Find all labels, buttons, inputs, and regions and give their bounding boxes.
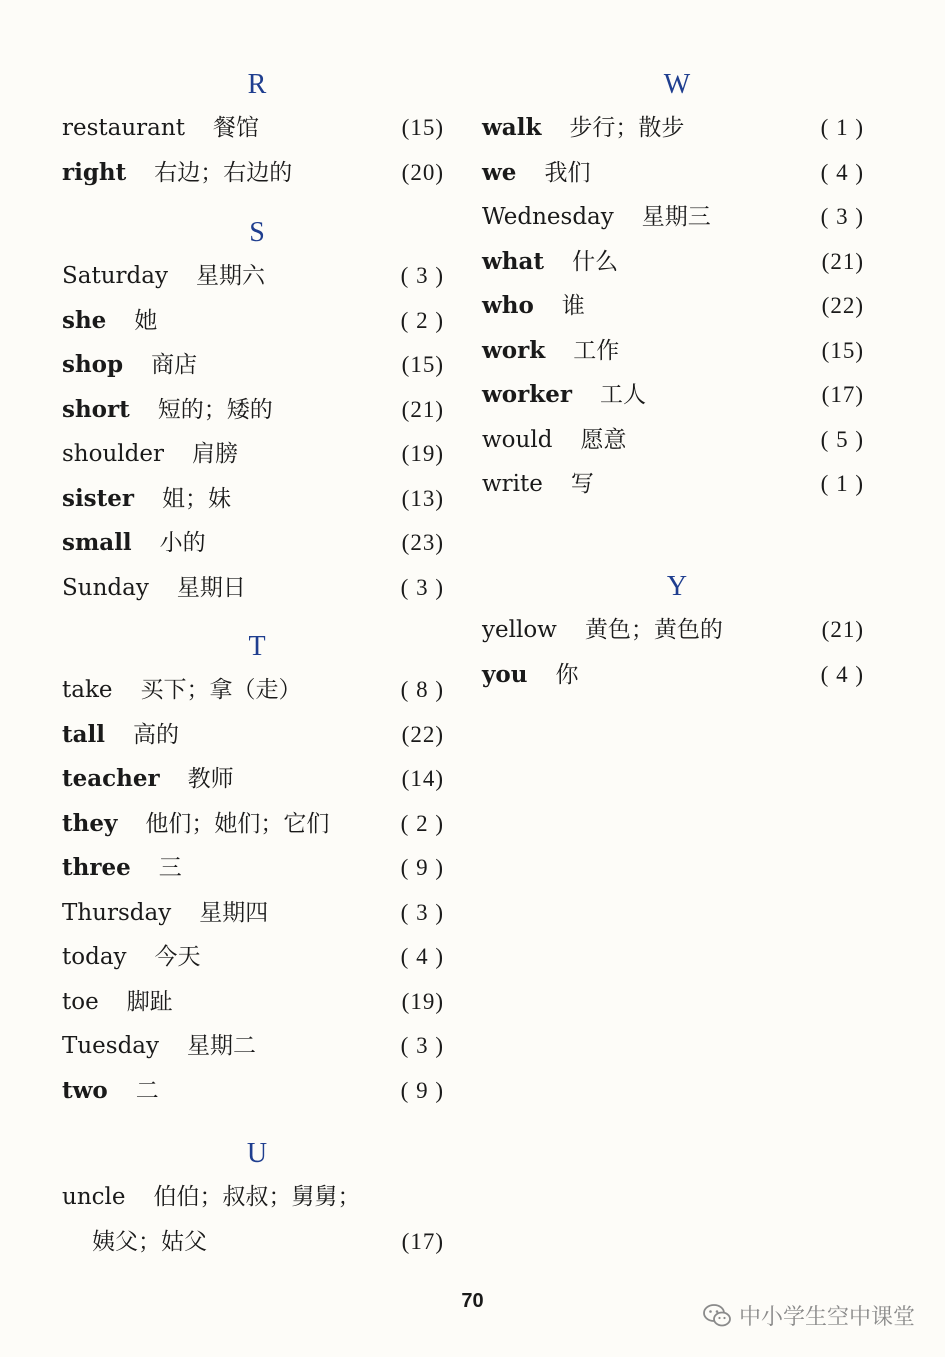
section-letter: Y [666, 571, 688, 602]
entry-word: tall [62, 720, 106, 748]
entry-unit: (17) [401, 1228, 444, 1254]
vocab-entry [62, 388, 452, 433]
vocab-entry [62, 566, 452, 611]
section-letter: W [663, 69, 691, 100]
entry-word: shop [62, 351, 124, 378]
entry-meaning: 餐馆 [212, 115, 259, 141]
entry-unit: (19) [401, 441, 444, 466]
entry-unit: ( 2 ) [400, 810, 444, 836]
entry-word: who [482, 292, 534, 319]
entry-word: toe [62, 988, 99, 1015]
vocab-entry [482, 329, 872, 374]
entry-meaning: 愿意 [580, 426, 627, 453]
entry-meaning: 右边；右边的 [154, 159, 293, 186]
entry-meaning: 工作 [573, 337, 620, 364]
entry-meaning: 我们 [544, 159, 591, 186]
vocab-entry [62, 1069, 452, 1114]
section-y [482, 566, 872, 697]
entry-unit: (21) [401, 396, 444, 422]
watermark [703, 1300, 915, 1331]
vocab-entry [482, 240, 872, 285]
entry-word: what [482, 247, 545, 275]
entry-word: she [62, 306, 107, 334]
vocab-entry [482, 418, 872, 463]
entry-meaning: 姐；妹 [162, 485, 232, 512]
vocab-entry [62, 891, 452, 936]
entry-meaning: 黄色；黄色的 [584, 617, 723, 643]
entry-word: restaurant [62, 115, 185, 141]
entry-unit: (19) [401, 988, 444, 1014]
entry-meaning: 今天 [154, 944, 201, 970]
vocab-entry [482, 373, 872, 418]
vocab-entry [62, 713, 452, 758]
section-letter: R [247, 69, 267, 100]
entry-word: Saturday [62, 263, 168, 289]
vocab-entry [482, 151, 872, 196]
vocab-entry [62, 1175, 452, 1220]
entry-meaning: 小的 [159, 530, 206, 556]
entry-word: shoulder [62, 441, 164, 467]
entry-word: we [482, 158, 517, 186]
entry-word: short [62, 395, 130, 423]
entry-unit: (22) [821, 293, 864, 318]
entry-unit: ( 9 ) [400, 855, 444, 880]
entry-unit: ( 5 ) [820, 426, 864, 452]
entry-meaning: 他们；她们；它们 [145, 810, 330, 837]
entry-word: two [62, 1076, 108, 1104]
vocab-entry [482, 462, 872, 507]
vocab-entry [62, 935, 452, 980]
section-r [62, 64, 452, 195]
entry-word: worker [482, 381, 572, 408]
vocab-entry [62, 757, 452, 802]
vocab-entry [62, 477, 452, 522]
entry-unit: (13) [401, 485, 444, 511]
vocab-entry [62, 254, 452, 299]
entry-word: sister [62, 484, 135, 512]
section-letter: U [246, 1138, 268, 1169]
entry-meaning: 步行；散步 [569, 115, 685, 141]
entry-unit: ( 3 ) [400, 1033, 444, 1058]
entry-meaning: 谁 [561, 293, 585, 319]
entry-meaning: 脚趾 [126, 988, 173, 1015]
entry-word: Thursday [62, 899, 172, 926]
vocab-entry [62, 846, 452, 891]
entry-unit: ( 3 ) [400, 899, 444, 925]
entry-unit: ( 9 ) [400, 1077, 444, 1103]
entry-unit: (21) [821, 617, 864, 642]
entry-unit: ( 2 ) [400, 307, 444, 333]
entry-unit: (20) [401, 159, 444, 185]
entry-meaning: 短的；矮的 [157, 396, 273, 423]
section-w [482, 64, 872, 507]
entry-meaning: 肩膀 [191, 441, 238, 467]
vocab-entry [62, 151, 452, 196]
entry-meaning: 写 [570, 471, 594, 497]
entry-meaning: 工人 [599, 382, 646, 408]
entry-word: three [62, 854, 131, 881]
entry-unit: ( 3 ) [820, 204, 864, 229]
vocab-entry [62, 802, 452, 847]
entry-meaning: 三 [158, 855, 182, 881]
vocab-entry [62, 668, 452, 713]
section-u [62, 1133, 452, 1264]
entry-word: Wednesday [482, 204, 614, 230]
vocab-entry [482, 284, 872, 329]
entry-meaning: 买下；拿（走） [140, 677, 302, 703]
entry-word: uncle [62, 1184, 126, 1210]
wechat-icon [703, 1303, 731, 1329]
entry-unit: (15) [821, 337, 864, 363]
entry-meaning: 星期三 [641, 204, 711, 230]
entry-unit: ( 1 ) [820, 471, 864, 496]
vocab-entry [62, 980, 452, 1025]
entry-unit: (22) [401, 721, 444, 747]
vocab-entry [482, 106, 872, 151]
entry-meaning: 伯伯；叔叔；舅舅； [153, 1184, 361, 1210]
entry-word: they [62, 809, 118, 837]
page-number: 70 [461, 1290, 484, 1312]
entry-word: small [62, 529, 132, 556]
entry-word: yellow [482, 617, 557, 643]
entry-meaning: 星期日 [176, 574, 246, 601]
entry-meaning: 星期六 [195, 263, 265, 289]
entry-unit: (21) [821, 248, 864, 274]
entry-unit: ( 4 ) [400, 944, 444, 969]
entry-unit: (15) [401, 115, 444, 140]
entry-word: right [62, 158, 127, 186]
section-t [62, 626, 452, 1113]
vocab-entry [482, 195, 872, 240]
entry-meaning: 商店 [151, 352, 198, 378]
entry-meaning: 星期二 [187, 1033, 256, 1059]
entry-unit: ( 3 ) [400, 574, 444, 600]
entry-word: today [62, 944, 127, 970]
vocab-entry [62, 1220, 452, 1265]
entry-meaning: 什么 [572, 248, 619, 275]
vocab-entry [62, 1024, 452, 1069]
entry-word: Tuesday [62, 1033, 159, 1059]
entry-word: work [482, 336, 546, 364]
entry-meaning: 高的 [133, 721, 180, 748]
vocab-entry [482, 653, 872, 698]
entry-word: would [482, 426, 553, 453]
section-s [62, 212, 452, 610]
vocab-entry [62, 432, 452, 477]
entry-word: Sunday [62, 574, 149, 601]
vocab-entry [62, 521, 452, 566]
entry-unit: ( 1 ) [820, 115, 864, 140]
entry-unit: (23) [401, 530, 444, 555]
entry-unit: (17) [821, 382, 864, 407]
entry-word: write [482, 471, 543, 497]
entry-unit: ( 4 ) [820, 159, 864, 185]
vocab-entry [62, 299, 452, 344]
section-letter: S [249, 217, 265, 248]
entry-unit: ( 8 ) [400, 677, 444, 702]
entry-meaning: 姨父；姑父 [92, 1228, 207, 1255]
entry-meaning: 你 [555, 661, 579, 688]
section-letter: T [248, 631, 266, 662]
watermark-text: 中小学生空中课堂 [738, 1305, 915, 1330]
entry-word: you [482, 660, 528, 688]
entry-meaning: 她 [134, 307, 158, 334]
entry-unit: ( 3 ) [400, 263, 444, 288]
entry-meaning: 教师 [187, 766, 234, 792]
entry-meaning: 星期四 [199, 899, 269, 926]
entry-unit: (15) [401, 352, 444, 377]
vocab-entry [482, 608, 872, 653]
entry-word: walk [482, 114, 542, 141]
entry-unit: ( 4 ) [820, 661, 864, 687]
vocab-entry [62, 106, 452, 151]
entry-word: teacher [62, 765, 160, 792]
entry-meaning: 二 [135, 1077, 159, 1104]
entry-unit: (14) [401, 766, 444, 791]
vocab-entry [62, 343, 452, 388]
entry-word: take [62, 677, 113, 703]
